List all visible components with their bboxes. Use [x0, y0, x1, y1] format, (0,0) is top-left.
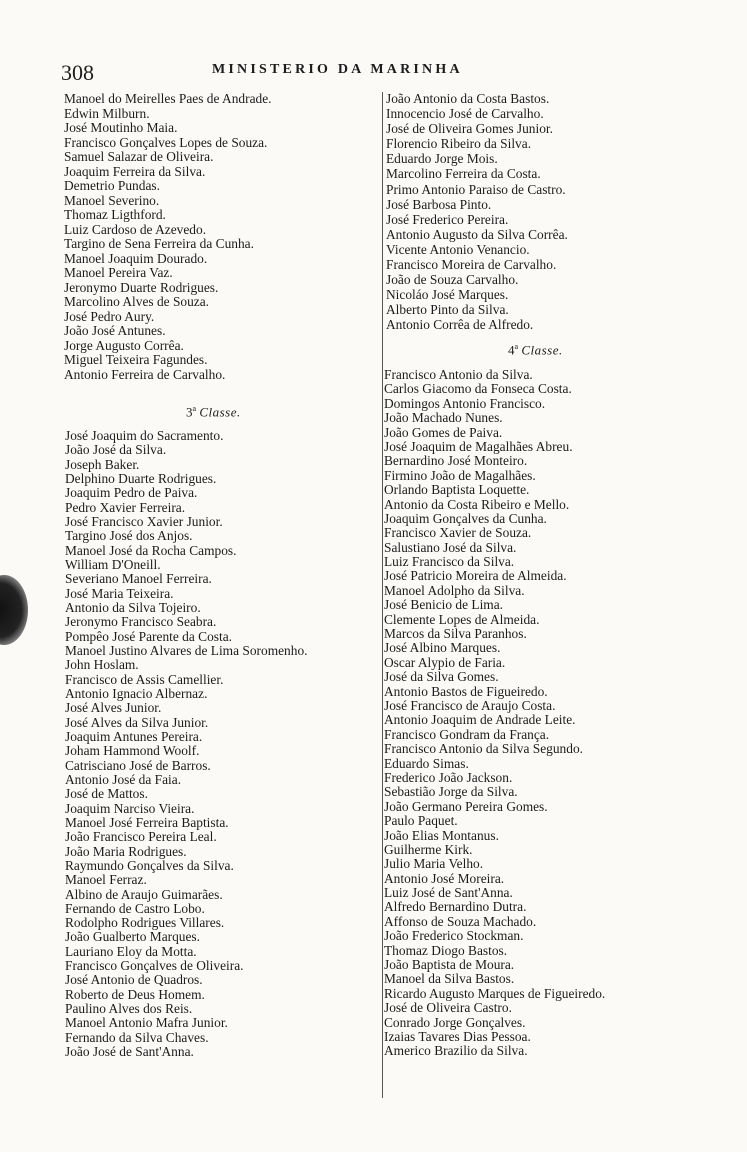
name-entry: Innocencio José de Carvalho. — [386, 106, 544, 122]
name-entry: Pedro Xavier Ferreira. — [65, 499, 186, 515]
name-entry: Joaquim Ferreira da Silva. — [64, 163, 206, 179]
name-entry: Orlando Baptista Loquette. — [384, 482, 530, 498]
name-entry: Samuel Salazar de Oliveira. — [64, 149, 214, 164]
name-entry: José de Oliveira Castro. — [384, 1000, 512, 1016]
name-entry: Alberto Pinto da Silva. — [386, 302, 509, 318]
name-entry: Manoel Pereira Vaz. — [64, 265, 173, 280]
name-entry: Francisco Antonio da Silva. — [384, 367, 533, 382]
name-entry: Carlos Giacomo da Fonseca Costa. — [384, 381, 572, 397]
name-entry: Ricardo Augusto Marques de Figueiredo. — [384, 985, 606, 1001]
name-entry: João Germano Pereira Gomes. — [384, 798, 548, 814]
left-column-list — [64, 92, 272, 382]
name-entry: Roberto de Deus Homem. — [65, 986, 205, 1002]
name-entry: Bernardino José Monteiro. — [384, 453, 528, 469]
name-entry: Pompêo José Parente da Costa. — [65, 628, 232, 644]
name-entry: Antonio José da Faia. — [65, 771, 182, 787]
name-entry: Manoel Joaquim Dourado. — [64, 250, 208, 266]
name-entry: Antonio Augusto da Silva Corrêa. — [386, 226, 568, 242]
name-entry: Fernando de Castro Lobo. — [65, 900, 205, 916]
name-entry: Domingos Antonio Francisco. — [384, 395, 546, 411]
name-entry: Thomaz Diogo Bastos. — [384, 942, 508, 958]
heading-ordinal-suffix: a — [514, 342, 519, 351]
name-entry: Paulo Paquet. — [384, 813, 458, 829]
name-entry: José Francisco de Araujo Costa. — [384, 697, 556, 713]
name-entry: Manoel Ferraz. — [65, 872, 147, 888]
name-entry: Manoel da Silva Bastos. — [384, 971, 515, 987]
name-entry: John Hoslam. — [65, 657, 139, 673]
heading-label: Classe. — [521, 342, 563, 358]
name-entry: José de Mattos. — [65, 786, 148, 802]
name-entry: Rodolpho Rodrigues Villares. — [65, 915, 225, 931]
name-entry: Joaquim Narciso Vieira. — [65, 800, 195, 816]
name-entry: Catrisciano José de Barros. — [65, 757, 211, 773]
name-entry: William D'Oneill. — [65, 556, 161, 572]
page-title: MINISTERIO DA MARINHA — [212, 62, 463, 77]
name-entry: Francisco de Assis Camellier. — [65, 671, 224, 687]
name-entry: Nicoláo José Marques. — [386, 287, 509, 303]
name-entry: Lauriano Eloy da Motta. — [65, 943, 197, 959]
name-entry: Thomaz Ligthford. — [64, 207, 166, 222]
name-entry: João José da Silva. — [65, 442, 167, 458]
name-entry: Jeronymo Duarte Rodrigues. — [64, 279, 219, 295]
name-entry: Alfredo Bernardino Dutra. — [384, 899, 527, 915]
name-entry: Vicente Antonio Venancio. — [386, 241, 530, 257]
name-entry: João de Souza Carvalho. — [386, 272, 519, 288]
name-entry: Antonio Ferreira de Carvalho. — [64, 366, 226, 382]
name-entry: Delphino Duarte Rodrigues. — [65, 470, 217, 486]
name-entry: Manoel José da Rocha Campos. — [65, 542, 237, 558]
name-entry: José Benicio de Lima. — [384, 597, 503, 613]
name-entry: Joham Hammond Woolf. — [65, 743, 200, 759]
name-entry: Guilherme Kirk. — [384, 841, 473, 857]
name-entry: Edwin Milburn. — [64, 105, 150, 121]
name-entry: Francisco Xavier de Souza. — [384, 525, 532, 541]
section-heading-4a-classe — [508, 342, 563, 358]
name-entry: José Barbosa Pinto. — [386, 196, 492, 212]
name-entry: João Gualberto Marques. — [65, 929, 200, 945]
name-entry: Antonio Ignacio Albernaz. — [65, 685, 208, 701]
name-entry: Marcos da Silva Paranhos. — [384, 626, 527, 642]
name-entry: Salustiano José da Silva. — [384, 539, 517, 555]
name-entry: Paulino Alves dos Reis. — [65, 1001, 193, 1017]
name-entry: João Antonio da Costa Bastos. — [386, 91, 550, 106]
name-entry: João Frederico Stockman. — [384, 928, 524, 944]
name-entry: José Frederico Pereira. — [386, 211, 509, 227]
name-entry: Francisco Gondram da França. — [384, 726, 550, 742]
name-entry: Marcolino Alves de Souza. — [64, 294, 210, 309]
name-entry: Julio Maria Velho. — [384, 856, 484, 872]
name-entry: José Alves Junior. — [65, 700, 162, 716]
name-entry: José Alves da Silva Junior. — [65, 714, 209, 730]
name-entry: Marcolino Ferreira da Costa. — [386, 166, 541, 182]
name-entry: João José Antunes. — [64, 323, 166, 338]
name-entry: José Joaquim de Magalhães Abreu. — [384, 438, 573, 454]
heading-ordinal-suffix: a — [192, 404, 197, 413]
name-entry: Joaquim Antunes Pereira. — [65, 728, 203, 744]
name-entry: Severiano Manoel Ferreira. — [65, 571, 212, 587]
name-entry: João Maria Rodrigues. — [65, 843, 187, 859]
name-entry: João Elias Montanus. — [384, 827, 499, 843]
name-entry: José da Silva Gomes. — [384, 669, 499, 685]
name-entry: Antonio José Moreira. — [384, 870, 505, 886]
name-entry: Antonio Corrêa de Alfredo. — [386, 317, 534, 333]
name-entry: Manoel Justino Alvares de Lima Soromenho. — [65, 642, 308, 658]
name-entry: Eduardo Simas. — [384, 755, 469, 771]
name-entry: José Maria Teixeira. — [65, 585, 174, 601]
name-entry: Joaquim Pedro de Paiva. — [65, 485, 198, 501]
name-entry: Manoel do Meirelles Paes de Andrade. — [64, 91, 272, 106]
name-entry: Antonio da Costa Ribeiro e Mello. — [384, 496, 570, 512]
right-column-list — [386, 91, 568, 333]
column-divider — [382, 92, 383, 1098]
name-entry: Antonio Joaquim de Andrade Leite. — [384, 712, 576, 728]
name-entry: Izaias Tavares Dias Pessoa. — [384, 1028, 531, 1044]
name-entry: Florencio Ribeiro da Silva. — [386, 136, 532, 152]
name-entry: Francisco Gonçalves Lopes de Souza. — [64, 134, 268, 150]
name-entry: Targino José dos Anjos. — [65, 528, 193, 544]
name-entry: Manoel José Ferreira Baptista. — [65, 814, 229, 830]
name-entry: Manoel Adolpho da Silva. — [384, 582, 525, 598]
name-entry: Antonio da Silva Tojeiro. — [65, 599, 201, 615]
name-entry: Antonio Bastos de Figueiredo. — [384, 683, 548, 699]
name-entry: João José de Sant'Anna. — [65, 1044, 194, 1060]
name-entry: Luiz José de Sant'Anna. — [384, 885, 513, 901]
name-entry: João Baptista de Moura. — [384, 957, 515, 973]
name-entry: José Albino Marques. — [384, 640, 501, 656]
name-entry: Oscar Alypio de Faria. — [384, 654, 506, 670]
name-entry: Francisco Gonçalves de Oliveira. — [65, 958, 244, 974]
name-entry: José Patricio Moreira de Almeida. — [384, 568, 567, 584]
heading-ordinal: 3 — [186, 404, 193, 420]
name-entry: Americo Brazilio da Silva. — [384, 1043, 528, 1059]
name-entry: Francisco Moreira de Carvalho. — [386, 257, 557, 273]
name-entry: José de Oliveira Gomes Junior. — [386, 121, 553, 137]
name-entry: José Joaquim do Sacramento. — [65, 428, 224, 443]
name-entry: Jeronymo Francisco Seabra. — [65, 614, 217, 630]
name-entry: Albino de Araujo Guimarães. — [65, 886, 223, 902]
name-entry: Fernando da Silva Chaves. — [65, 1029, 209, 1045]
name-entry: Manoel Antonio Mafra Junior. — [65, 1015, 228, 1031]
name-entry: José Antonio de Quadros. — [65, 972, 203, 988]
name-entry: Demetrio Pundas. — [64, 178, 160, 193]
name-entry: Firmino João de Magalhães. — [384, 467, 536, 483]
name-entry: José Moutinho Maia. — [64, 120, 178, 135]
name-entry: João Francisco Pereira Leal. — [65, 829, 217, 845]
name-entry: José Pedro Aury. — [64, 308, 155, 324]
heading-ordinal: 4 — [508, 342, 515, 358]
name-entry: Targino de Sena Ferreira da Cunha. — [64, 236, 254, 251]
name-entry: Joaquim Gonçalves da Cunha. — [384, 510, 547, 526]
name-entry: João Machado Nunes. — [384, 410, 503, 426]
page-number: 308 — [61, 60, 94, 85]
name-entry: Luiz Cardoso de Azevedo. — [64, 221, 207, 237]
name-entry: Affonso de Souza Machado. — [384, 913, 537, 929]
name-entry: Joseph Baker. — [65, 456, 140, 472]
name-entry: Jorge Augusto Corrêa. — [64, 337, 184, 353]
name-entry: José Francisco Xavier Junior. — [65, 513, 223, 529]
name-entry: Sebastião Jorge da Silva. — [384, 784, 518, 800]
name-entry: Raymundo Gonçalves da Silva. — [65, 857, 234, 873]
name-entry: Conrado Jorge Gonçalves. — [384, 1014, 526, 1030]
page-stain — [0, 575, 28, 645]
section-heading-3a-classe — [186, 404, 241, 420]
name-entry: Francisco Antonio da Silva Segundo. — [384, 741, 583, 757]
name-entry: Miguel Teixeira Fagundes. — [64, 352, 208, 367]
name-entry: João Gomes de Paiva. — [384, 424, 503, 440]
classe-4-list — [384, 368, 605, 1059]
name-entry: Manoel Severino. — [64, 192, 160, 208]
name-entry: Clemente Lopes de Almeida. — [384, 611, 540, 627]
heading-label: Classe. — [199, 404, 241, 420]
name-entry: Frederico João Jackson. — [384, 769, 513, 785]
name-entry: Primo Antonio Paraiso de Castro. — [386, 181, 566, 197]
classe-3-list — [65, 429, 307, 1059]
name-entry: Eduardo Jorge Mois. — [386, 151, 498, 167]
name-entry: Luiz Francisco da Silva. — [384, 554, 515, 570]
